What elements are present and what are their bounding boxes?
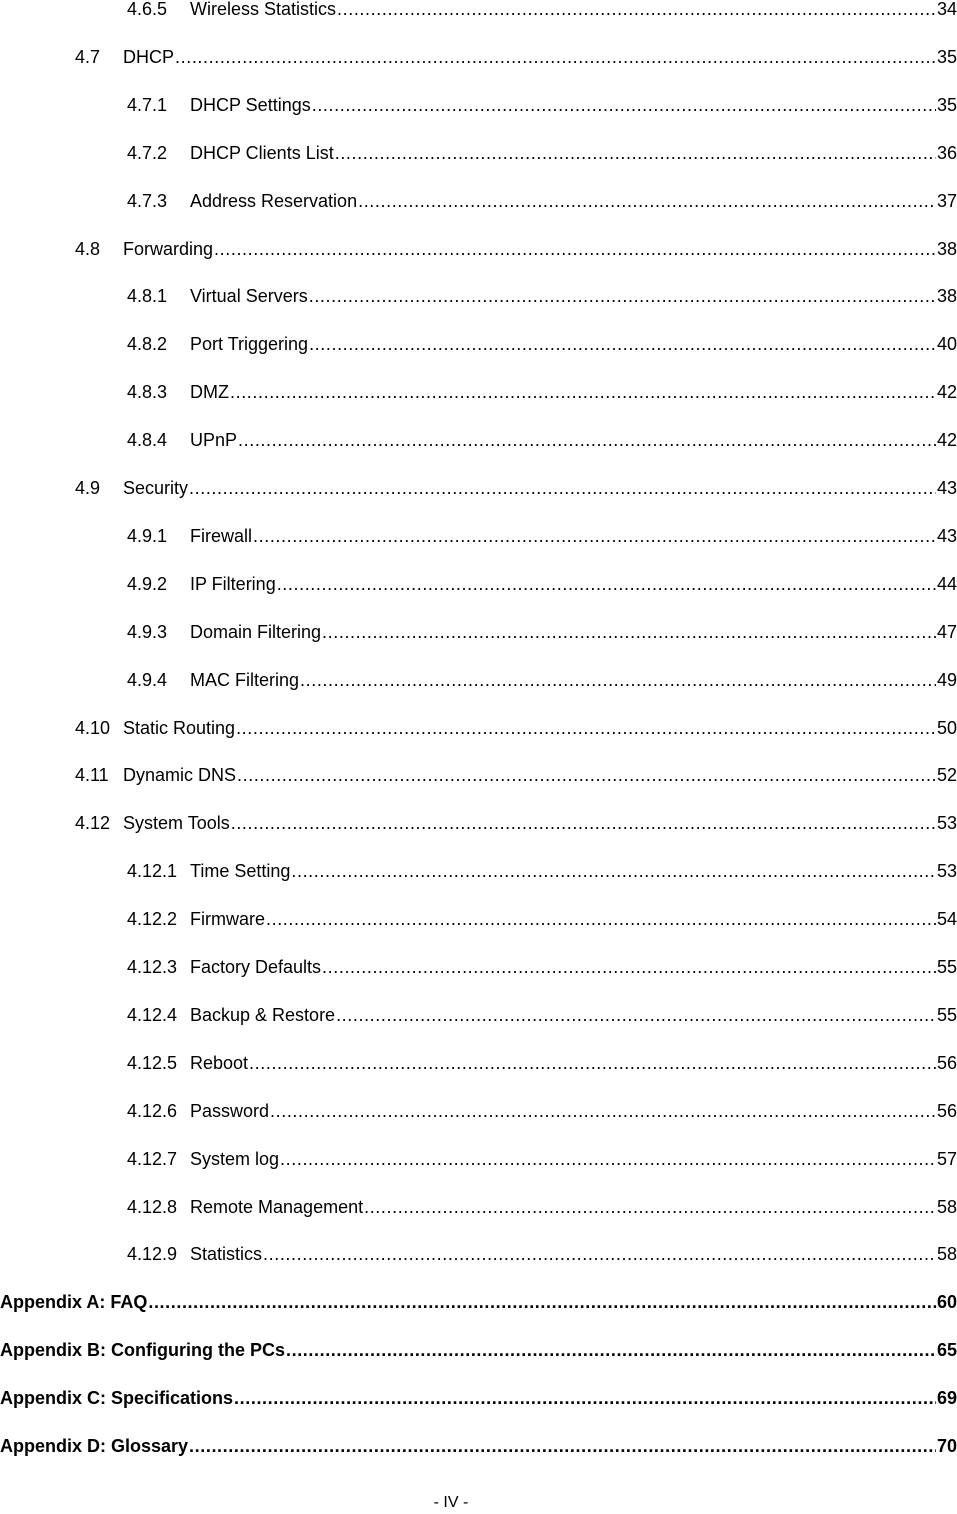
toc-entry-title: UPnP	[190, 430, 238, 450]
toc-entry-title: Appendix D: Glossary	[0, 1436, 189, 1456]
toc-entry-page: 43	[936, 526, 957, 546]
toc-entry[interactable]	[127, 1051, 957, 1075]
toc-entry-number: 4.8.2	[127, 334, 168, 354]
toc-entry-title: Dynamic DNS	[123, 765, 237, 785]
toc-entry-page: 57	[936, 1149, 957, 1169]
toc-dot-leader	[358, 189, 936, 213]
toc-entry-number: 4.12.6	[127, 1101, 178, 1121]
toc-entry-title: System log	[190, 1149, 280, 1169]
toc-entry-number: 4.9.3	[127, 622, 168, 642]
toc-entry-number: 4.12	[75, 813, 111, 833]
toc-entry-number: 4.12.5	[127, 1053, 178, 1073]
toc-entry-number: 4.12.7	[127, 1149, 178, 1169]
toc-entry-page: 50	[936, 718, 957, 738]
toc-entry-number: 4.7.2	[127, 143, 168, 163]
toc-dot-leader	[238, 428, 936, 452]
toc-entry-number: 4.7.3	[127, 191, 168, 211]
toc-entry-number: 4.12.2	[127, 909, 178, 929]
toc-entry[interactable]	[127, 668, 957, 692]
toc-entry-number: 4.9.2	[127, 574, 168, 594]
toc-entry-number: 4.8.4	[127, 430, 168, 450]
toc-entry-page: 43	[936, 478, 957, 498]
toc-entry-title: Firmware	[190, 909, 265, 929]
toc-entry-title: System Tools	[123, 813, 230, 833]
toc-dot-leader	[322, 955, 936, 979]
toc-entry-number: 4.9	[75, 478, 101, 498]
toc-entry-title: DHCP Settings	[190, 95, 311, 115]
toc-entry-page: 53	[936, 813, 957, 833]
toc-entry-title: DHCP Clients List	[190, 143, 334, 163]
toc-entry-title: Wireless Statistics	[190, 0, 337, 19]
toc-entry-number: 4.12.8	[127, 1197, 178, 1217]
toc-entry-number: 4.9.4	[127, 670, 168, 690]
toc-dot-leader	[148, 1290, 936, 1314]
toc-entry-title: Firewall	[190, 526, 253, 546]
toc-entry-number: 4.7	[75, 47, 101, 67]
toc-entry-number: 4.8.1	[127, 286, 168, 306]
toc-entry[interactable]	[127, 955, 957, 979]
toc-dot-leader	[322, 620, 936, 644]
toc-entry-page: 58	[936, 1197, 957, 1217]
toc-dot-leader	[189, 1434, 936, 1458]
toc-entry-page: 42	[936, 430, 957, 450]
toc-entry-page: 35	[936, 95, 957, 115]
toc-entry[interactable]	[127, 907, 957, 931]
toc-entry[interactable]	[127, 189, 957, 213]
toc-dot-leader	[309, 284, 936, 308]
toc-entry-page: 34	[936, 0, 957, 19]
toc-entry-page: 56	[936, 1053, 957, 1073]
page-number: - IV -	[433, 1494, 469, 1511]
toc-entry-number: 4.10	[75, 718, 111, 738]
toc-dot-leader	[286, 1338, 936, 1362]
toc-entry-page: 65	[936, 1340, 957, 1360]
toc-entry[interactable]	[127, 93, 957, 117]
toc-entry-page: 47	[936, 622, 957, 642]
toc-dot-leader	[236, 716, 936, 740]
toc-entry-page: 56	[936, 1101, 957, 1121]
toc-entry-page: 36	[936, 143, 957, 163]
toc-entry-page: 35	[936, 47, 957, 67]
toc-entry[interactable]	[127, 1147, 957, 1171]
toc-dot-leader	[237, 763, 936, 787]
toc-entry-title: Virtual Servers	[190, 286, 308, 306]
toc-entry-page: 55	[936, 957, 957, 977]
toc-dot-leader	[364, 1195, 936, 1219]
toc-entry-title: Forwarding	[123, 239, 214, 259]
toc-entry[interactable]	[127, 620, 957, 644]
toc-entry-page: 52	[936, 765, 957, 785]
toc-entry[interactable]	[127, 1099, 957, 1123]
toc-entry[interactable]	[127, 332, 957, 356]
toc-entry[interactable]	[0, 1290, 957, 1314]
toc-dot-leader	[300, 668, 936, 692]
toc-entry[interactable]	[75, 476, 957, 500]
toc-entry-page: 55	[936, 1005, 957, 1025]
toc-dot-leader	[337, 0, 936, 21]
toc-entry-page: 44	[936, 574, 957, 594]
toc-entry-title: DHCP	[123, 47, 175, 67]
toc-dot-leader	[335, 141, 936, 165]
toc-entry-title: Security	[123, 478, 189, 498]
toc-entry-number: 4.9.1	[127, 526, 168, 546]
toc-entry[interactable]	[127, 428, 957, 452]
toc-entry-page: 42	[936, 382, 957, 402]
toc-dot-leader	[230, 380, 936, 404]
toc-entry-title: DMZ	[190, 382, 229, 402]
toc-dot-leader	[214, 237, 936, 261]
toc-entry[interactable]	[0, 1386, 957, 1410]
toc-entry-page: 58	[936, 1244, 957, 1264]
toc-entry-number: 4.7.1	[127, 95, 168, 115]
toc-entry-page: 70	[936, 1436, 957, 1456]
toc-entry-title: Factory Defaults	[190, 957, 322, 977]
toc-entry-number: 4.12.1	[127, 861, 178, 881]
toc-dot-leader	[249, 1051, 936, 1075]
toc-dot-leader	[175, 45, 936, 69]
toc-entry[interactable]	[127, 284, 957, 308]
toc-entry-page: 54	[936, 909, 957, 929]
toc-entry-page: 53	[936, 861, 957, 881]
toc-entry[interactable]	[75, 237, 957, 261]
toc-entry-page: 40	[936, 334, 957, 354]
toc-entry-title: Appendix B: Configuring the PCs	[0, 1340, 285, 1360]
toc-entry-title: Reboot	[190, 1053, 249, 1073]
toc-entry[interactable]	[127, 0, 957, 21]
toc-entry-page: 38	[936, 286, 957, 306]
toc-entry[interactable]	[0, 1434, 957, 1458]
toc-entry[interactable]	[127, 1003, 957, 1027]
toc-entry-title: Port Triggering	[190, 334, 309, 354]
toc-entry[interactable]	[127, 1242, 957, 1266]
toc-entry[interactable]	[0, 1338, 957, 1362]
toc-entry-number: 4.12.9	[127, 1244, 178, 1264]
toc-entry[interactable]	[127, 380, 957, 404]
toc-entry[interactable]	[75, 45, 957, 69]
toc-dot-leader	[309, 332, 936, 356]
toc-entry-title: Time Setting	[190, 861, 291, 881]
toc-entry[interactable]	[127, 524, 957, 548]
toc-dot-leader	[253, 524, 936, 548]
toc-dot-leader	[312, 93, 936, 117]
toc-entry-page: 60	[936, 1292, 957, 1312]
toc-dot-leader	[280, 1147, 936, 1171]
toc-dot-leader	[291, 859, 936, 883]
toc-dot-leader	[263, 1242, 936, 1266]
toc-entry-title: Password	[190, 1101, 270, 1121]
toc-entry-title: Static Routing	[123, 718, 236, 738]
toc-entry-title: Backup & Restore	[190, 1005, 336, 1025]
toc-entry-title: Appendix C: Specifications	[0, 1388, 234, 1408]
toc-entry-number: 4.6.5	[127, 0, 168, 19]
toc-entry[interactable]	[75, 716, 957, 740]
toc-entry[interactable]	[127, 859, 957, 883]
toc-entry-page: 69	[936, 1388, 957, 1408]
toc-dot-leader	[231, 811, 936, 835]
toc-entry-number: 4.8	[75, 239, 101, 259]
toc-entry-number: 4.12.4	[127, 1005, 178, 1025]
toc-entry-number: 4.11	[75, 765, 109, 785]
toc-entry-title: IP Filtering	[190, 574, 276, 594]
toc-entry[interactable]	[75, 763, 957, 787]
toc-entry-title: MAC Filtering	[190, 670, 300, 690]
toc-dot-leader	[266, 907, 936, 931]
toc-entry-title: Domain Filtering	[190, 622, 322, 642]
toc-dot-leader	[270, 1099, 936, 1123]
toc-dot-leader	[277, 572, 936, 596]
toc-dot-leader	[234, 1386, 936, 1410]
toc-entry-title: Remote Management	[190, 1197, 364, 1217]
toc-entry-number: 4.8.3	[127, 382, 168, 402]
toc-entry[interactable]	[127, 1195, 957, 1219]
toc-entry-page: 49	[936, 670, 957, 690]
toc-entry[interactable]	[75, 811, 957, 835]
toc-entry-number: 4.12.3	[127, 957, 178, 977]
toc-entry[interactable]	[127, 141, 957, 165]
toc-entry-page: 37	[936, 191, 957, 211]
toc-dot-leader	[336, 1003, 936, 1027]
toc-entry-title: Statistics	[190, 1244, 263, 1264]
toc-entry[interactable]	[127, 572, 957, 596]
toc-entry-title: Address Reservation	[190, 191, 358, 211]
toc-entry-page: 38	[936, 239, 957, 259]
toc-entry-title: Appendix A: FAQ	[0, 1292, 148, 1312]
toc-dot-leader	[189, 476, 936, 500]
